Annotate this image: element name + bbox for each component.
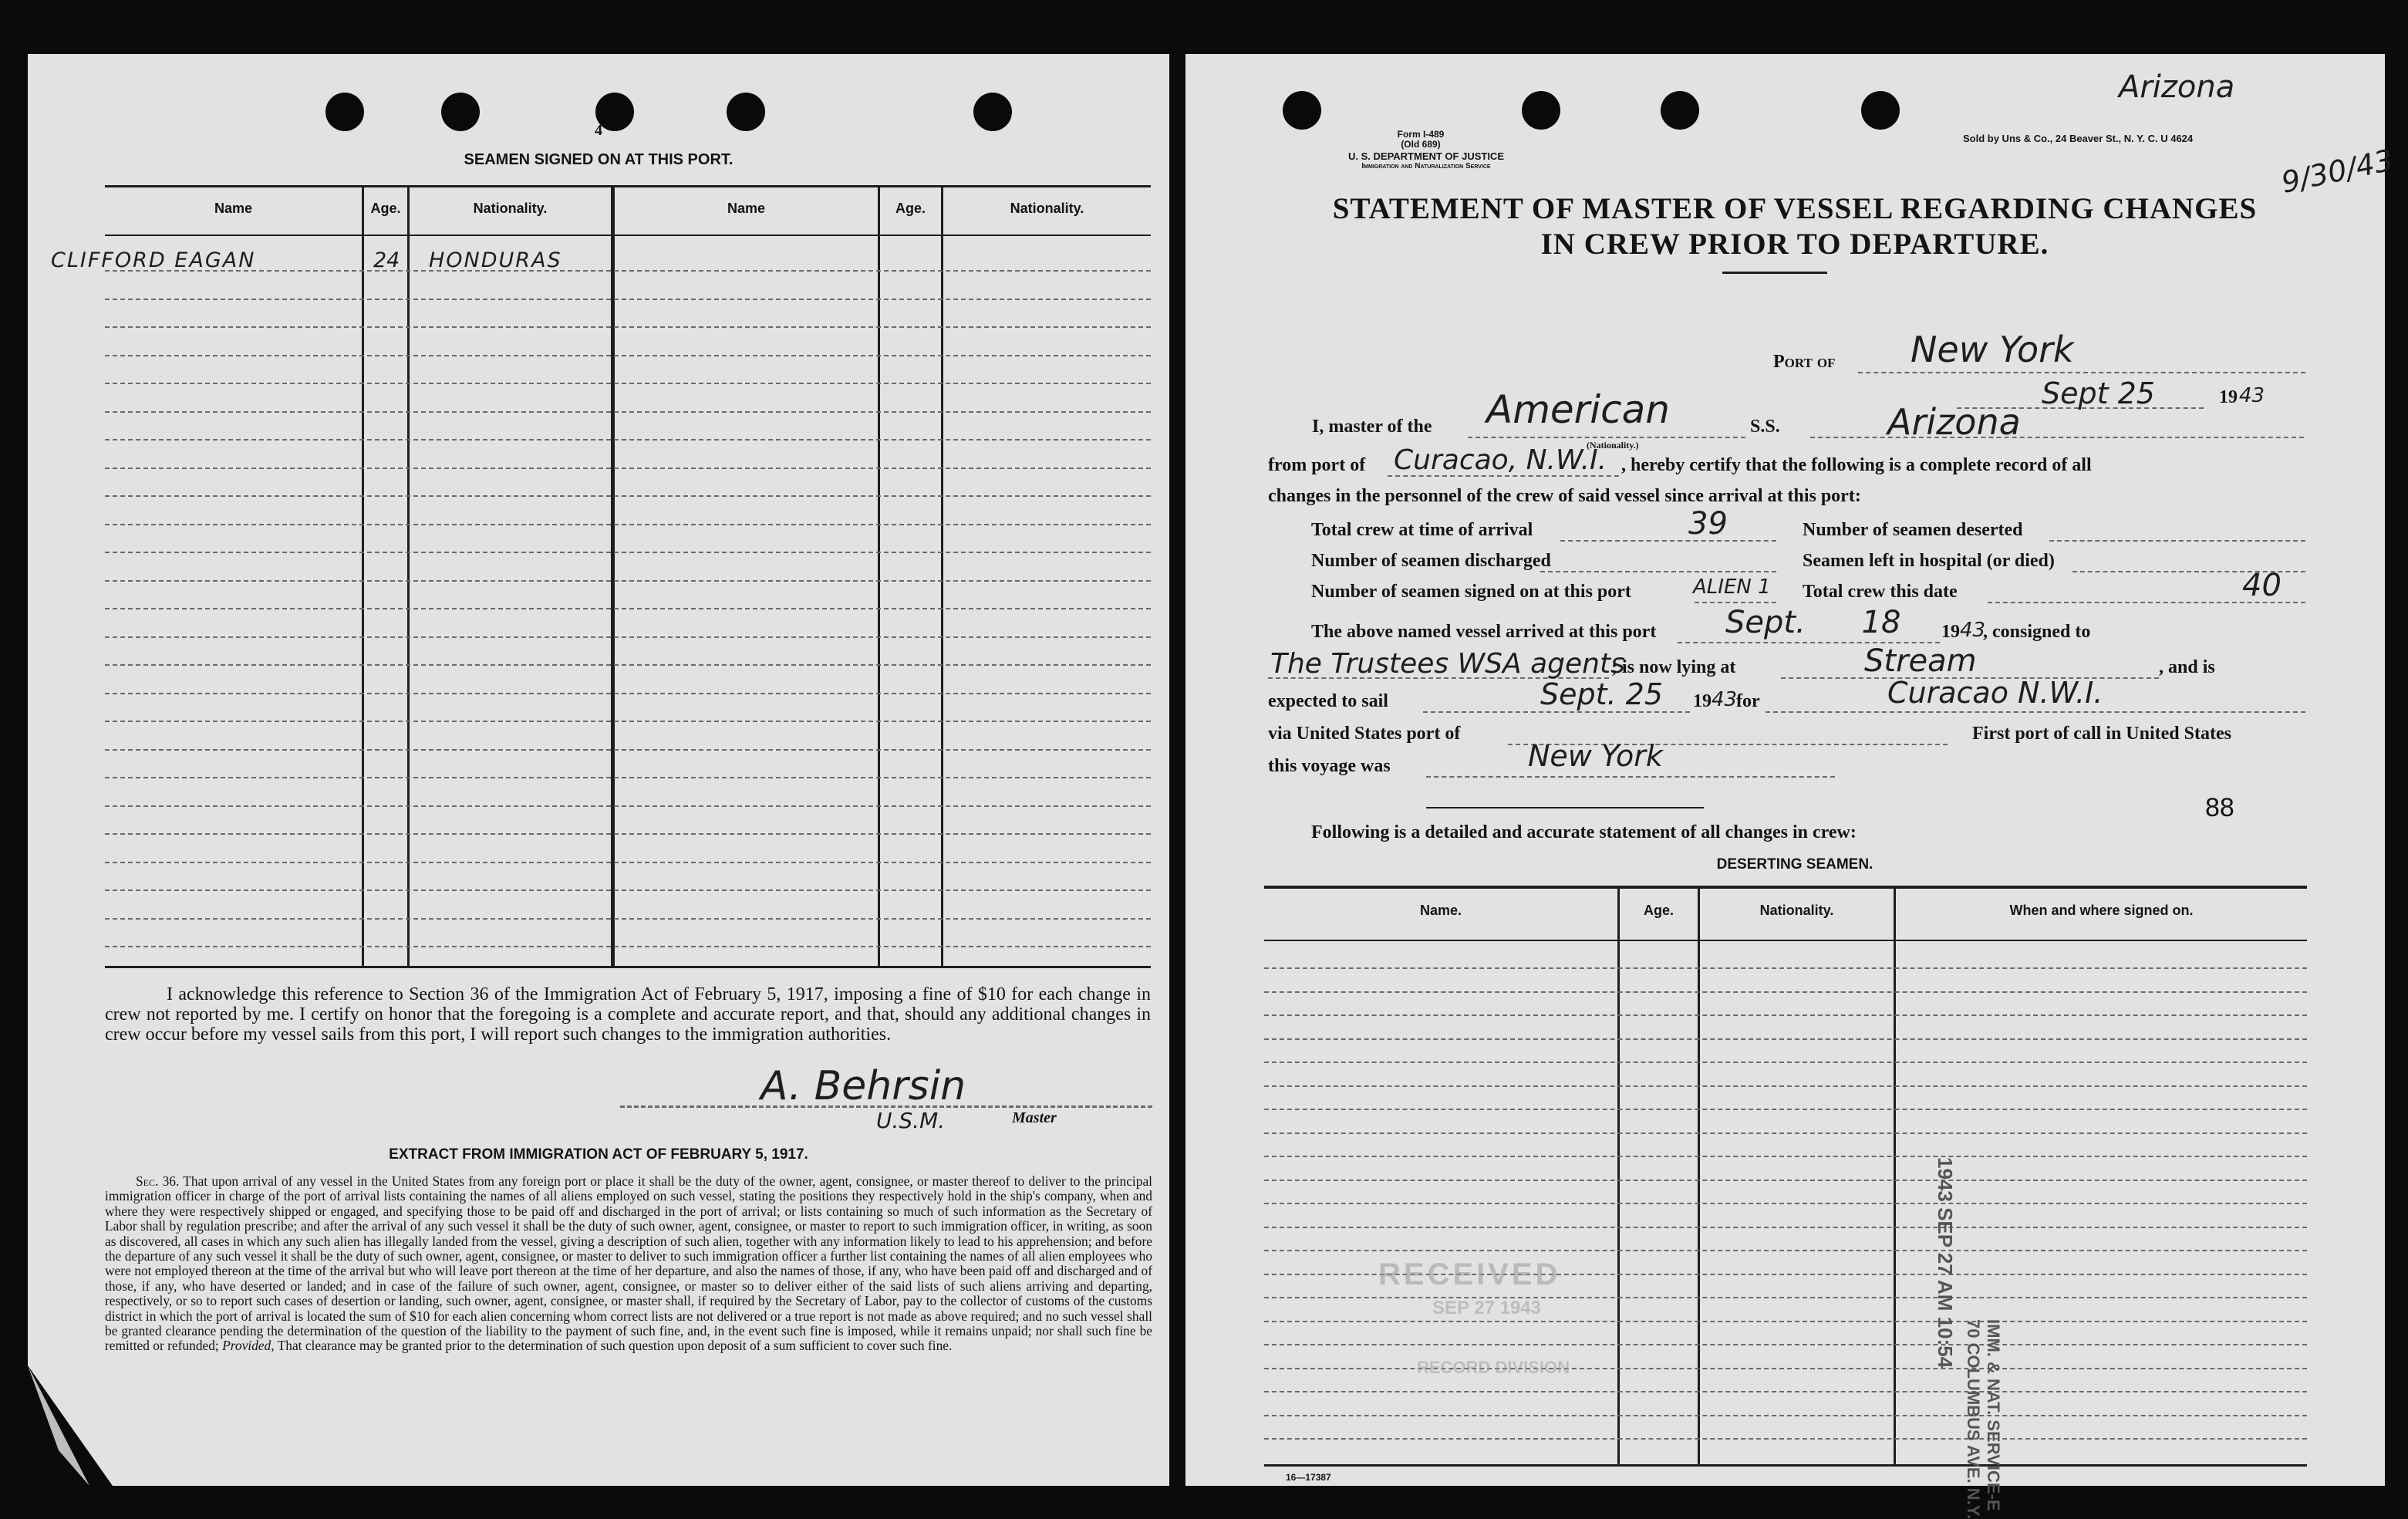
form-title (1263, 191, 2327, 262)
desert-row-line (1264, 1085, 2307, 1087)
column-divider (1894, 886, 1896, 1466)
for-line (1766, 711, 2305, 713)
acknowledgement-text: I acknowledge this reference to Section 36 of the Immigration Act of February 5, 1917, imposing a fine of $10 for each change in crew not reported by me. I certify on honor that the foregoing is a complete and accurate report, and that, should any additional changes in crew occur before my vessel sails from this port, I will report such changes to the immigration authorities. (105, 984, 1151, 1045)
discharged-line (1540, 571, 1776, 572)
nationality-line (1468, 437, 1745, 438)
crew-name: CLIFFORD EAGAN (51, 248, 256, 272)
proviso-label: Provided, (222, 1338, 275, 1354)
nationality-caption: (Nationality.) (1587, 440, 1639, 451)
expected-year-hand: 43 (1712, 688, 1738, 711)
column-header-nationality: Nationality. (473, 201, 548, 216)
desert-row-line (1264, 1250, 2307, 1251)
voyage-underline (1426, 807, 1704, 808)
certify-text: , hereby certify that the following is a complete record of all (1621, 455, 2092, 475)
punch-hole (1522, 91, 1560, 130)
desert-row-line (1264, 1132, 2307, 1134)
ins-stamp (1963, 1319, 2003, 1519)
table-top-rule (105, 185, 1151, 187)
ins-stamp-line-2: 70 COLUMBUS AVE. N.Y. (1964, 1319, 1983, 1519)
master-signature: A. Behrsin (761, 1063, 966, 1109)
ss-label: S.S. (1750, 417, 1780, 437)
expected-value: Sept. 25 (1540, 677, 1664, 711)
title-underline (1722, 272, 1827, 274)
table-row-line (105, 270, 1151, 272)
table-row-line (105, 468, 1151, 469)
table-row-line (105, 355, 1151, 356)
desert-row-line (1264, 1038, 2307, 1040)
section-36-label: Sec. 36. (136, 1173, 180, 1189)
form-number: Form I-489 (1397, 129, 1445, 140)
old-form-number: (Old 689) (1401, 139, 1441, 150)
desert-table-top-rule (1264, 886, 2307, 889)
port-of-label: Port of (1773, 352, 1836, 372)
desert-row-line (1264, 1203, 2307, 1204)
master-of-label: I, master of the (1312, 417, 1432, 437)
date-value: Sept 25 (2042, 376, 2155, 410)
signed-on-line (1695, 602, 1776, 603)
section-36-end: That clearance may be granted prior to the determination of such question upon deposit of a sum sufficient to cover such fine. (277, 1338, 953, 1354)
master-label: Master (1012, 1109, 1057, 1126)
desert-row-line (1264, 1415, 2307, 1416)
deserted-label: Number of seamen deserted (1803, 520, 2023, 540)
column-divider (407, 185, 410, 966)
desert-row-line (1264, 1227, 2307, 1228)
table-row-line (105, 411, 1151, 413)
port-of-value: New York (1911, 329, 2074, 370)
section-36-body: That upon arrival of any vessel in the United States from any foreign port or place it shall be the duty of the owner, agent, consignee, or master thereof to deliver to the principal immigration officer in charge of the port of arrival lists containing the names of all aliens employed on such vessel, stating the positions they respectively hold in the ship's company, when and where they were respectively shipped or engaged, and specifying those to be paid off and discharged in the port of arrival; or lists containing so much of such information as the Secretary of Labor shall by regulation prescribe; and after the arrival of any such vessel it shall be the duty of such owner, agent, consignee, or master to report to such immigration officer, in writing, as soon as discovered, all cases in which any such alien has illegally landed from the vessel, giving a description of such alien, together with any information likely to lead to his apprehension; and before the departure of any such vessel it shall be the duty of such owner, agent, consignee, or master to deliver to such immigration officer a further list containing the names of all alien employees who were not employed thereon at the time of the arrival but who will leave port thereon at the time of her departure, and also the names of those, if any, who have been paid off and discharged and of those, if any, who have deserted or landed; and in case of the failure of such owner, agent, consignee, or master so to deliver either of the said lists of such aliens arriving and departing, respectively, or so to report such cases of desertion or landing, such owner, agent, consignee, or master shall, if required by the Secretary of Labor, pay to the collector of customs of the customs district in which the port of arrival is located the sum of $10 for each alien concerning whom correct lists are not delivered or a true report is not made as above required; and no such vessel shall be granted clearance pending the determination of the question of the liability to the payment of such fine, and, in the event such fine is imposed, while it remains unpaid; nor shall such fine be remitted or refunded; (105, 1173, 1152, 1354)
form-title-line-2: IN CREW PRIOR TO DEPARTURE. (1540, 228, 2049, 261)
signed-on-value: ALIEN 1 (1693, 576, 1771, 599)
table-row-line (105, 721, 1151, 722)
crew-age: 24 (373, 248, 400, 272)
table-row-line (105, 693, 1151, 694)
year-hand: 43 (2239, 384, 2265, 407)
left-page (28, 54, 1169, 1486)
received-stamp: RECEIVED (1378, 1257, 1561, 1291)
form-header (1344, 130, 1498, 150)
desert-table-header-rule (1264, 940, 2307, 941)
ins-stamp-line-1: IMM. & NAT. SERVICE-E (1984, 1319, 2003, 1511)
punch-hole (1283, 91, 1321, 130)
table-row-line (105, 326, 1151, 328)
page-number: 4 (595, 122, 602, 139)
for-label: for (1736, 691, 1760, 711)
lying-value: Stream (1864, 643, 1977, 679)
desert-header-name: Name. (1419, 903, 1462, 918)
column-header-age: Age. (370, 201, 401, 216)
nationality-value: American (1486, 387, 1670, 432)
section-36-text (105, 1174, 1152, 1354)
desert-header-nationality: Nationality. (1759, 903, 1834, 918)
desert-table-bottom-rule (1264, 1464, 2307, 1467)
punch-hole (1661, 91, 1699, 130)
column-divider (611, 185, 615, 966)
consignee-value: The Trustees WSA agents (1270, 648, 1625, 680)
desert-row-line (1264, 991, 2307, 993)
column-divider (1698, 886, 1700, 1466)
table-row-line (105, 889, 1151, 891)
received-stamp-date: SEP 27 1943 (1432, 1298, 1542, 1318)
voyage-line (1426, 776, 1835, 778)
record-division-stamp: RECORD DIVISION (1417, 1358, 1570, 1377)
and-is-label: , and is (2159, 657, 2215, 677)
changes-text: changes in the personnel of the crew of said vessel since arrival at this port: (1268, 486, 1861, 506)
table-row-line (105, 636, 1151, 638)
arrived-year: 19 (1941, 622, 1960, 642)
deserted-line (2049, 540, 2305, 542)
desert-row-line (1264, 1062, 2307, 1063)
voyage-value: New York (1528, 739, 1663, 773)
table-row-line (105, 439, 1151, 441)
ins-stamp-date: 1943 SEP 27 AM 10:54 (1934, 1157, 1957, 1369)
desert-row-line (1264, 1156, 2307, 1157)
desert-row-line (1264, 1297, 2307, 1298)
table-row-line (105, 383, 1151, 384)
desert-row-line (1264, 1014, 2307, 1016)
column-header-name: Name (727, 201, 766, 216)
extract-title: EXTRACT FROM IMMIGRATION ACT OF FEBRUARY 5, 1917. (389, 1146, 808, 1163)
hand-note-date: 9/30/43 (2278, 143, 2396, 200)
column-header-name: Name (214, 201, 253, 216)
table-row-line (105, 946, 1151, 947)
arrived-year-hand: 43 (1960, 619, 1986, 642)
form-title-line-1: STATEMENT OF MASTER OF VESSEL REGARDING CHANGES (1332, 192, 2258, 225)
curled-corner (28, 1365, 113, 1486)
for-value: Curacao N.W.I. (1887, 676, 2103, 710)
section-title: SEAMEN SIGNED ON AT THIS PORT. (464, 151, 734, 168)
first-port-label: First port of call in United States (1972, 724, 2231, 744)
stamp-number: 88 (2205, 793, 2234, 822)
table-row-line (105, 580, 1151, 582)
hand-note-vessel: Arizona (2119, 69, 2235, 105)
deserting-title: DESERTING SEAMEN. (1716, 856, 1873, 873)
desert-header-age: Age. (1643, 903, 1674, 918)
total-crew-arrival-label: Total crew at time of arrival (1311, 520, 1533, 540)
signed-on-label: Number of seamen signed on at this port (1311, 582, 1631, 602)
service: Immigration and Naturalization Service (1361, 162, 1491, 170)
department: U. S. DEPARTMENT OF JUSTICE (1348, 150, 1504, 162)
from-port-value: Curacao, N.W.I. (1394, 444, 1607, 476)
desert-row-line (1264, 967, 2307, 969)
table-row-line (105, 664, 1151, 666)
punch-hole (1861, 91, 1900, 130)
table-header-rule (105, 235, 1151, 236)
desert-row-line (1264, 1344, 2307, 1345)
expected-label: expected to sail (1268, 691, 1388, 711)
expected-year: 19 (1693, 691, 1712, 711)
voyage-label: this voyage was (1268, 756, 1391, 776)
table-bottom-rule (105, 966, 1151, 968)
desert-row-line (1264, 1321, 2307, 1322)
table-row-line (105, 805, 1151, 807)
table-row-line (105, 918, 1151, 920)
ship-name: Arizona (1887, 401, 2021, 443)
column-divider (878, 185, 880, 966)
column-divider (362, 185, 364, 966)
arrived-value: Sept. 18 (1725, 605, 1901, 640)
total-crew-date-label: Total crew this date (1803, 582, 1958, 602)
table-row-line (105, 495, 1151, 497)
table-row-line (105, 833, 1151, 835)
discharged-label: Number of seamen discharged (1311, 551, 1551, 571)
vendor-line: Sold by Uns & Co., 24 Beaver St., N. Y. C. U 4624 (1963, 133, 2194, 144)
desert-row-line (1264, 1391, 2307, 1392)
right-page (1185, 54, 2396, 1519)
following-text: Following is a detailed and accurate statement of all changes in crew: (1311, 822, 1857, 842)
crew-nationality: HONDURAS (429, 248, 562, 272)
table-row-line (105, 608, 1151, 609)
signature-title: U.S.M. (876, 1108, 946, 1133)
table-row-line (105, 777, 1151, 778)
lying-label: ; is now lying at (1611, 657, 1736, 677)
table-row-line (105, 299, 1151, 300)
desert-row-line (1264, 1109, 2307, 1110)
table-row-line (105, 524, 1151, 525)
table-row-line (105, 749, 1151, 751)
print-code: 16—17387 (1286, 1472, 1331, 1483)
column-header-age: Age. (895, 201, 926, 216)
desert-header-signed-on: When and where signed on. (2009, 903, 2194, 918)
hospital-label: Seamen left in hospital (or died) (1803, 551, 2055, 571)
column-divider (941, 185, 943, 966)
total-crew-arrival-value: 39 (1688, 506, 1728, 542)
ship-name-line (1810, 437, 2304, 438)
total-crew-arrival-line (1560, 540, 1776, 542)
total-crew-date-value: 40 (2242, 568, 2282, 603)
port-of-line (1858, 372, 2305, 373)
from-port-label: from port of (1268, 455, 1366, 475)
table-row-line (105, 862, 1151, 863)
expected-line (1423, 711, 1690, 713)
column-divider (1617, 886, 1620, 1466)
arrived-label: The above named vessel arrived at this port (1311, 622, 1657, 642)
column-header-nationality: Nationality. (1010, 201, 1084, 216)
desert-row-line (1264, 1438, 2307, 1440)
desert-row-line (1264, 1180, 2307, 1181)
via-label: via United States port of (1268, 724, 1461, 744)
consigned-label: , consigned to (1983, 622, 2091, 642)
year-printed: 19 (2219, 387, 2238, 407)
table-row-line (105, 552, 1151, 553)
